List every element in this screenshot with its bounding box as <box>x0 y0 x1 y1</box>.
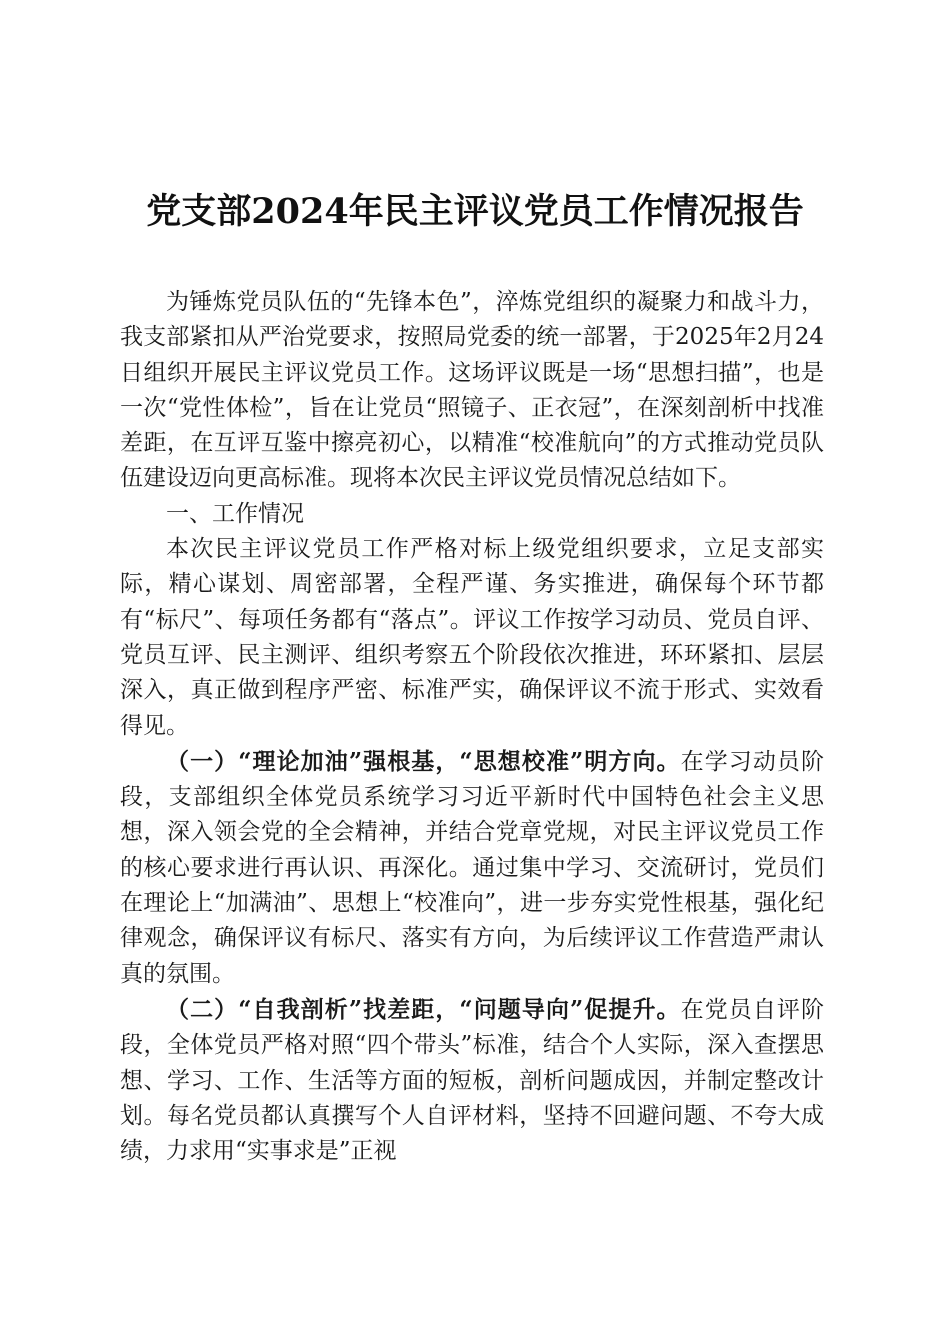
intro-paragraph: 为锤炼党员队伍的“先锋本色”，淬炼党组织的凝聚力和战斗力，我支部紧扣从严治党要求，按照局党委的统一部署，于2025年2月24日组织开展民主评议党员工作。这场评议既是一场“思想扫描”，也是一次“党性体检”，旨在让党员“照镜子、正衣冠”，在深刻剖析中找准差距，在互评互鉴中擦亮初心，以精准“校准航向”的方式推动党员队伍建设迈向更高标准。现将本次民主评议党员情况总结如下。 <box>120 289 824 492</box>
section-paragraph-work-status: 本次民主评议党员工作严格对标上级党组织要求，立足支部实际，精心谋划、周密部署，全程严谨、务实推进，确保每个环节都有“标尺”、每项任务都有“落点”。评议工作按学习动员、党员自评、党员互评、民主测评、组织考察五个阶段依次推进，环环紧扣、层层深入，真正做到程序严密、标准严实，确保评议不流于形式、实效看得见。 <box>120 536 824 739</box>
subsection-heading-1: （一）“理论加油”强根基，“思想校准”明方向。 <box>166 747 681 775</box>
subsection-heading-2: （二）“自我剖析”找差距，“问题导向”促提升。 <box>166 995 681 1023</box>
subsection-paragraph-1 <box>120 744 824 992</box>
subsection-text-2: 在党员自评阶段，全体党员严格对照“四个带头”标准，结合个人实际，深入查摆思想、学习、工作、生活等方面的短板，剖析问题成因，并制定整改计划。每名党员都认真撰写个人自评材料，坚持不回避问题、不夸大成绩，力求用“实事求是”正视 <box>120 996 824 1165</box>
document-title: 党支部2024年民主评议党员工作情况报告 <box>146 191 804 232</box>
subsection-text-1: 在学习动员阶段，支部组织全体党员系统学习习近平新时代中国特色社会主义思想，深入领会党的全会精神，并结合党章党规，对民主评议党员工作的核心要求进行再认识、再深化。通过集中学习、交流研讨，党员们在理论上“加满油”、思想上“校准向”，进一步夯实党性根基，强化纪律观念，确保评议有标尺、落实有方向，为后续评议工作营造严肃认真的氛围。 <box>120 748 824 987</box>
document-body <box>120 285 824 1169</box>
subsection-paragraph-2 <box>120 992 824 1169</box>
section-heading-work-status: 一、工作情况 <box>166 500 304 527</box>
